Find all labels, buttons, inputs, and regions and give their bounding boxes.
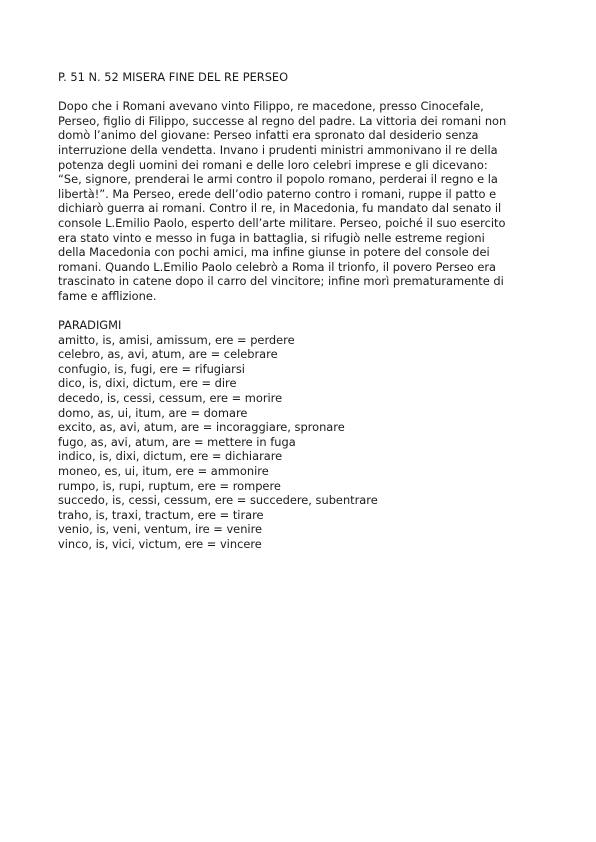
paradigm-item: rumpo, is, rupi, ruptum, ere = rompere	[58, 478, 281, 493]
translation-paragraph	[58, 99, 538, 303]
paradigm-item: venio, is, veni, ventum, ire = venire	[58, 522, 263, 537]
paragraph-line: Perseo, figlio di Filippo, successe al regno del padre. La vittoria dei romani non	[58, 113, 507, 128]
paradigm-item: fugo, as, avi, atum, are = mettere in fuga	[58, 434, 296, 449]
paragraph-line: della Macedonia con pochi amici, ma infine giunse in potere del console dei	[58, 245, 490, 260]
paradigm-item: succedo, is, cessi, cessum, ere = succedere, subentrare	[58, 493, 378, 508]
paradigm-item: domo, as, ui, itum, are = domare	[58, 405, 248, 420]
paradigm-item: indico, is, dixi, dictum, ere = dichiarare	[58, 449, 283, 464]
paradigm-item: traho, is, traxi, tractum, ere = tirare	[58, 507, 264, 522]
paradigm-item: celebro, as, avi, atum, are = celebrare	[58, 347, 278, 362]
paragraph-line: “Se, signore, prenderai le armi contro il popolo romano, perderai il regno e la	[58, 172, 498, 187]
paragraph-line: dichiarò guerra ai romani. Contro il re, in Macedonia, fu mandato dal senato il	[58, 201, 502, 216]
paradigm-item: dico, is, dixi, dictum, ere = dire	[58, 376, 237, 391]
paragraph-line: console L.Emilio Paolo, esperto dell’arte militare. Perseo, poiché il suo esercito	[58, 215, 506, 230]
paragraph-line: potenza degli uomini dei romani e delle loro celebri imprese e gli dicevano:	[58, 157, 488, 172]
paradigm-list	[58, 333, 538, 552]
paragraph-line: romani. Quando L.Emilio Paolo celebrò a Roma il trionfo, il povero Perseo era	[58, 259, 497, 274]
paragraph-line: fame e afflizione.	[58, 288, 157, 303]
paradigm-item: confugio, is, fugi, ere = rifugiarsi	[58, 361, 245, 376]
paradigm-item: vinco, is, vici, victum, ere = vincere	[58, 537, 262, 551]
document-page	[58, 70, 538, 552]
paragraph-line: Dopo che i Romani avevano vinto Filippo, re macedone, presso Cinocefale,	[58, 99, 484, 114]
document-title: P. 51 N. 52 MISERA FINE DEL RE PERSEO	[58, 70, 289, 84]
paragraph-line: era stato vinto e messo in fuga in battaglia, si rifugiò nelle estreme regioni	[58, 230, 485, 245]
paradigm-item: excito, as, avi, atum, are = incoraggiare, spronare	[58, 420, 345, 435]
paragraph-line: libertà!”. Ma Perseo, erede dell’odio paterno contro i romani, ruppe il patto e	[58, 186, 497, 201]
paradigms-heading: PARADIGMI	[58, 318, 122, 333]
paradigm-item: amitto, is, amisi, amissum, ere = perdere	[58, 332, 295, 347]
paragraph-line: domò l’animo del giovane: Perseo infatti era spronato dal desiderio senza	[58, 128, 479, 143]
paragraph-line: interruzione della vendetta. Invano i prudenti ministri ammonivano il re della	[58, 142, 498, 157]
paradigm-item: decedo, is, cessi, cessum, ere = morire	[58, 391, 283, 406]
paradigm-item: moneo, es, ui, itum, ere = ammonire	[58, 464, 269, 479]
paragraph-line: trascinato in catene dopo il carro del vincitore; infine morì prematuramente di	[58, 274, 504, 289]
